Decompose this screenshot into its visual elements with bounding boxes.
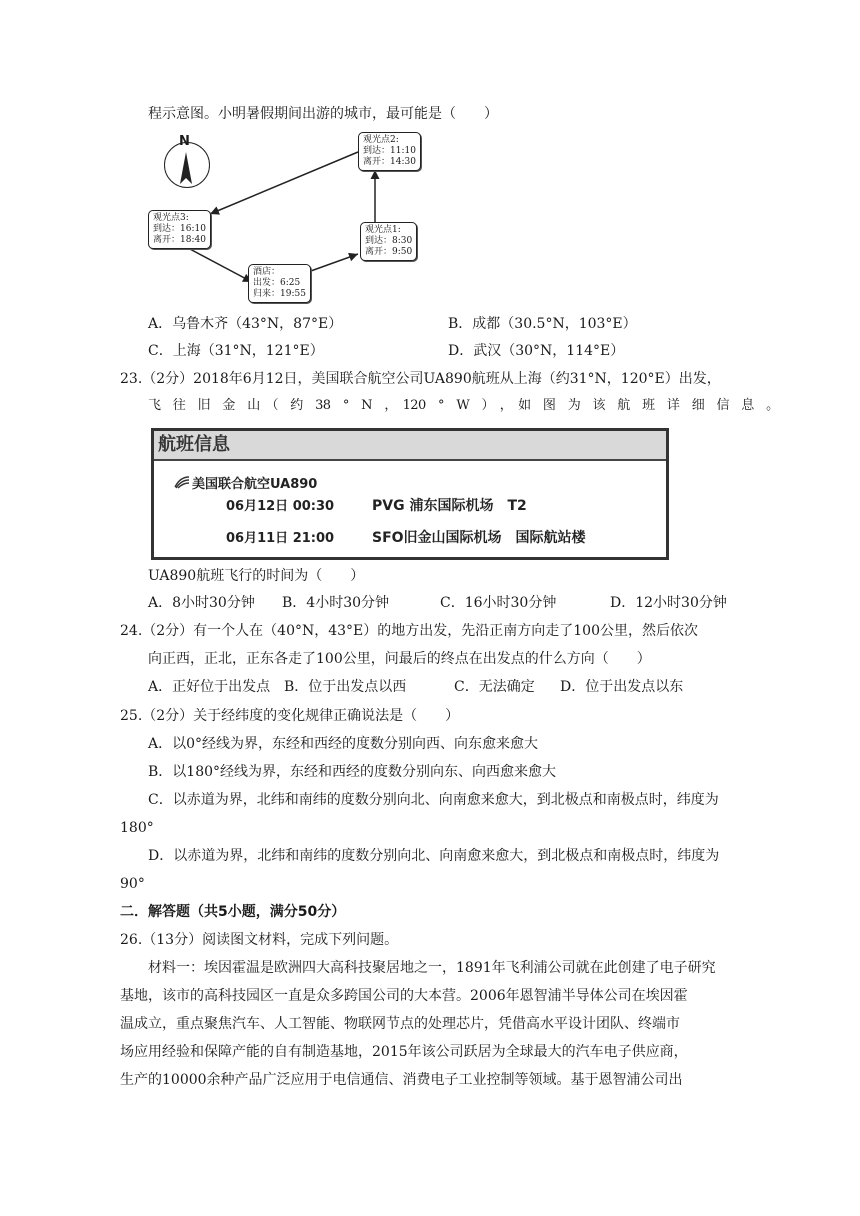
arrival-time: 06月11日 21:00 <box>226 531 335 546</box>
q26-material-line2: 基地，该市的高科技园区一直是众多跨国公司的大本营。2006年恩智浦半导体公司在埃因霍 <box>120 988 688 1004</box>
q25-option-c-line1: C．以赤道为界，北纬和南纬的度数分别向北、向南愈来愈大，到北极点和南极点时，纬度为 <box>148 792 719 808</box>
spot1-box <box>360 222 417 261</box>
hotel-title: 酒店： <box>253 267 281 277</box>
q24-option-b: B．位于出发点以西 <box>284 679 407 695</box>
spot1-title: 观光点1: <box>365 225 401 235</box>
q22-option-c: C．上海（31°N，121°E） <box>148 343 324 359</box>
q23-option-c: C．16小时30分钟 <box>440 595 557 611</box>
q22-option-b: B．成都（30.5°N，103°E） <box>448 316 637 332</box>
hotel-box <box>248 264 311 303</box>
q25-option-a: A．以0°经线为界，东经和西经的度数分别向西、向东愈来愈大 <box>148 736 539 752</box>
q23-stem-line2: 飞 往 旧 金 山 （ 约 38 ° N ， 120 ° W ） ， 如 图 为 该 航 班 详 细 信 息 。 <box>148 398 779 413</box>
spot3-box <box>148 210 211 249</box>
q23-option-b: B．4小时30分钟 <box>282 595 390 611</box>
q24-stem-line1: 24.（2分）有一个人在（40°N，43°E）的地方出发，先沿正南方向走了100公里，然后依次 <box>120 623 698 639</box>
airline-name: 美国联合航空UA890 <box>192 477 318 492</box>
flight-info-header: 航班信息 <box>154 431 666 461</box>
spot2-arrive: 到达：11:10 <box>363 146 416 156</box>
spot3-title: 观光点3: <box>153 213 189 223</box>
q24-option-c: C．无法确定 <box>454 679 535 695</box>
q23-stem-line1: 23.（2分）2018年6月12日，美国联合航空公司UA890航班从上海（约31°N，120°E）出发， <box>120 371 721 387</box>
q23-option-d: D．12小时30分钟 <box>610 595 727 611</box>
q22-intro: 程示意图。小明暑假期间出游的城市，最可能是（ ） <box>148 106 498 122</box>
arrival-airport: SFO旧金山国际机场 国际航站楼 <box>372 530 586 546</box>
compass-north-label: N <box>179 134 190 149</box>
q25-option-b: B．以180°经线为界，东经和西经的度数分别向东、向西愈来愈大 <box>148 764 557 780</box>
q25-stem: 25.（2分）关于经纬度的变化规律正确说法是（ ） <box>120 708 460 724</box>
q26-material-line5: 生产的10000余种产品广泛应用于电信通信、消费电子工业控制等领域。基于恩智浦公司出 <box>120 1072 683 1088</box>
flight-info-panel <box>151 428 669 560</box>
departure-time: 06月12日 00:30 <box>226 499 335 514</box>
section-heading: 二．解答题（共5小题，满分50分） <box>120 904 346 920</box>
q26-material-line1: 材料一：埃因霍温是欧洲四大高科技聚居地之一，1891年飞利浦公司就在此创建了电子研究 <box>148 960 716 976</box>
q24-option-d: D．位于出发点以东 <box>560 679 684 695</box>
spot2-box <box>358 132 421 171</box>
q25-option-d-line2: 90° <box>120 876 145 892</box>
q26-material-line3: 温成立，重点聚焦汽车、人工智能、物联网节点的处理芯片，凭借高水平设计团队、终端市 <box>120 1016 680 1032</box>
spot2-title: 观光点2: <box>363 135 399 145</box>
spot3-leave: 离开：18:40 <box>153 235 206 245</box>
q22-option-a: A．乌鲁木齐（43°N，87°E） <box>148 316 343 332</box>
q26-material-line4: 场应用经验和保障产能的自有制造基地，2015年该公司跃居为全球最大的汽车电子供应商， <box>120 1044 688 1060</box>
q25-option-d-line1: D．以赤道为界，北纬和南纬的度数分别向北、向南愈来愈大，到北极点和南极点时，纬度为 <box>148 848 720 864</box>
q23-option-a: A．8小时30分钟 <box>148 595 255 611</box>
q24-stem-line2: 向正西，正北，正东各走了100公里，问最后的终点在出发点的什么方向（ ） <box>148 651 651 667</box>
spot1-arrive: 到达：8:30 <box>365 236 413 246</box>
hotel-back: 归来：19:55 <box>253 289 306 299</box>
q24-option-a: A．正好位于出发点 <box>148 679 271 695</box>
route-diagram <box>148 128 438 308</box>
spot2-leave: 离开：14:30 <box>363 157 416 167</box>
spot1-leave: 离开：9:50 <box>365 247 413 257</box>
q23-question: UA890航班飞行的时间为（ ） <box>148 568 365 584</box>
q25-option-c-line2: 180° <box>120 820 154 836</box>
q22-option-d: D．武汉（30°N，114°E） <box>448 343 625 359</box>
departure-airport: PVG 浦东国际机场 T2 <box>372 498 527 514</box>
q26-stem: 26.（13分）阅读图文材料，完成下列问题。 <box>120 932 399 948</box>
airline-logo-icon <box>174 475 190 489</box>
spot3-arrive: 到达：16:10 <box>153 224 206 234</box>
hotel-depart: 出发：6:25 <box>253 278 301 288</box>
